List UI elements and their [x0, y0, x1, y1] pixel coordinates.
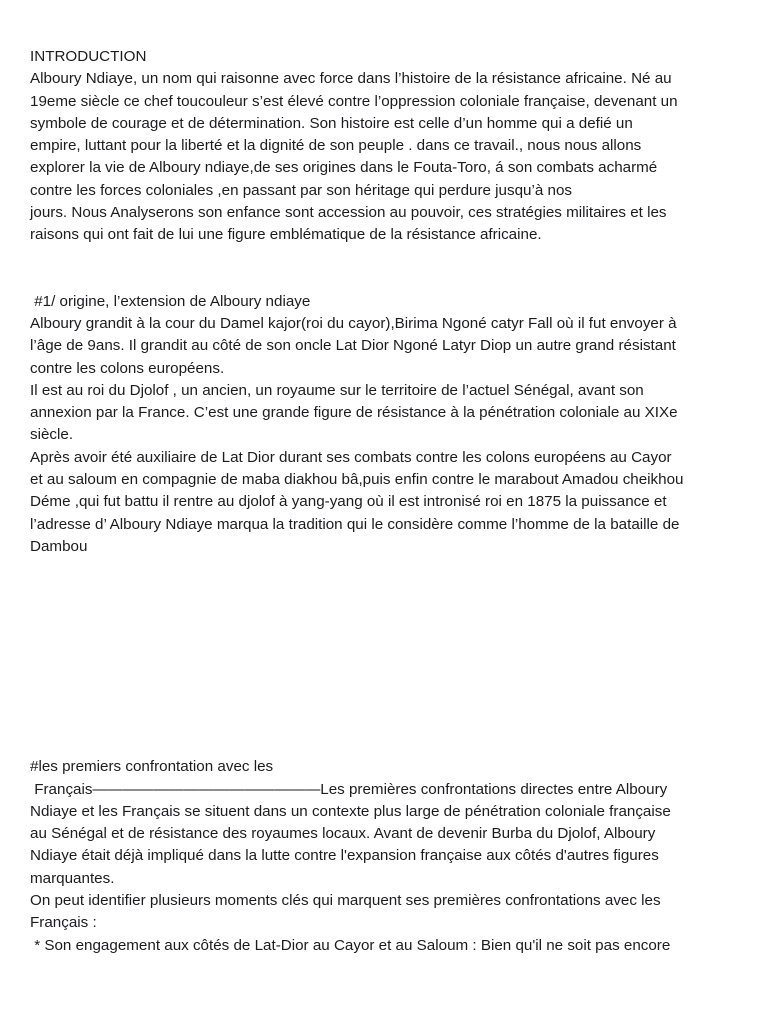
text-line: empire, luttant pour la liberté et la dignité de son peuple . dans ce travail., nous nous allons — [30, 137, 642, 155]
text-line: On peut identifier plusieurs moments clés qui marquent ses premières confrontations avec les — [30, 892, 661, 910]
origin-heading: #1/ origine, l’extension de Alboury ndiaye — [30, 292, 311, 310]
text-line: Français———————————————Les premières confrontations directes entre Alboury — [30, 780, 668, 798]
blank-space — [30, 247, 742, 291]
confrontation-heading: #les premiers confrontation avec les — [30, 758, 274, 776]
text-line: Déme ,qui fut battu il rentre au djolof à yang-yang où il est intronisé roi en 1875 la puissance et — [30, 493, 667, 511]
text-line: Ndiaye et les Français se situent dans un contexte plus large de pénétration coloniale française — [30, 802, 671, 820]
origin-section — [30, 291, 742, 559]
text-line: siècle. — [30, 426, 74, 444]
text-line: Dambou — [30, 537, 88, 555]
text-line: contre les colons européens. — [30, 359, 225, 377]
text-line: contre les forces coloniales ,en passant par son héritage qui perdure jusqu’à nos — [30, 181, 573, 199]
text-line: * Son engagement aux côtés de Lat-Dior au Cayor et au Saloum : Bien qu'il ne soit pas encore — [30, 936, 671, 954]
text-line: et au saloum en compagnie de maba diakhou bâ,puis enfin contre le marabout Amadou cheikhou — [30, 471, 684, 489]
text-line: explorer la vie de Alboury ndiaye,de ses origines dans le Fouta-Toro, á son combats acharmé — [30, 159, 658, 177]
text-line: Alboury Ndiaye, un nom qui raisonne avec force dans l’histoire de la résistance africaine. Né au — [30, 70, 672, 88]
text-line: symbole de courage et de détermination. Son histoire est celle d’un homme qui a defié un — [30, 114, 633, 132]
text-line: marquantes. — [30, 869, 115, 887]
introduction-heading: INTRODUCTION — [30, 48, 147, 65]
text-line: 19eme siècle ce chef toucouleur s’est élevé contre l’oppression coloniale française, devenant un — [30, 92, 678, 110]
text-line: jours. Nous Analyserons son enfance sont accession au pouvoir, ces stratégies militaires et les — [30, 204, 667, 222]
text-line: Il est au roi du Djolof , un ancien, un royaume sur le territoire de l’actuel Sénégal, avant son — [30, 381, 644, 399]
text-line: Français : — [30, 914, 97, 932]
text-line: Alboury grandit à la cour du Damel kajor(roi du cayor),Birima Ngoné catyr Fall où il fut envoyer à — [30, 314, 677, 332]
text-line: raisons qui ont fait de lui une figure emblématique de la résistance africaine. — [30, 226, 542, 244]
blank-space — [30, 558, 742, 756]
text-line: l’âge de 9ans. Il grandit au côté de son oncle Lat Dior Ngoné Latyr Diop un autre grand résistant — [30, 337, 676, 355]
text-line: au Sénégal et de résistance des royaumes locaux. Avant de devenir Burba du Djolof, Alboury — [30, 825, 656, 843]
text-line: Ndiaye était déjà impliqué dans la lutte contre l'expansion française aux côtés d'autres figures — [30, 847, 659, 865]
introduction-section — [30, 46, 742, 247]
text-line: Après avoir été auxiliaire de Lat Dior durant ses combats contre les colons européens au Cayor — [30, 448, 672, 466]
text-line: l’adresse d’ Alboury Ndiaye marqua la tradition qui le considère comme l’homme de la bataille de — [30, 515, 680, 533]
confrontation-section — [30, 756, 742, 957]
text-line: annexion par la France. C’est une grande figure de résistance à la pénétration coloniale au XIXe — [30, 404, 678, 422]
document-page — [30, 46, 742, 957]
